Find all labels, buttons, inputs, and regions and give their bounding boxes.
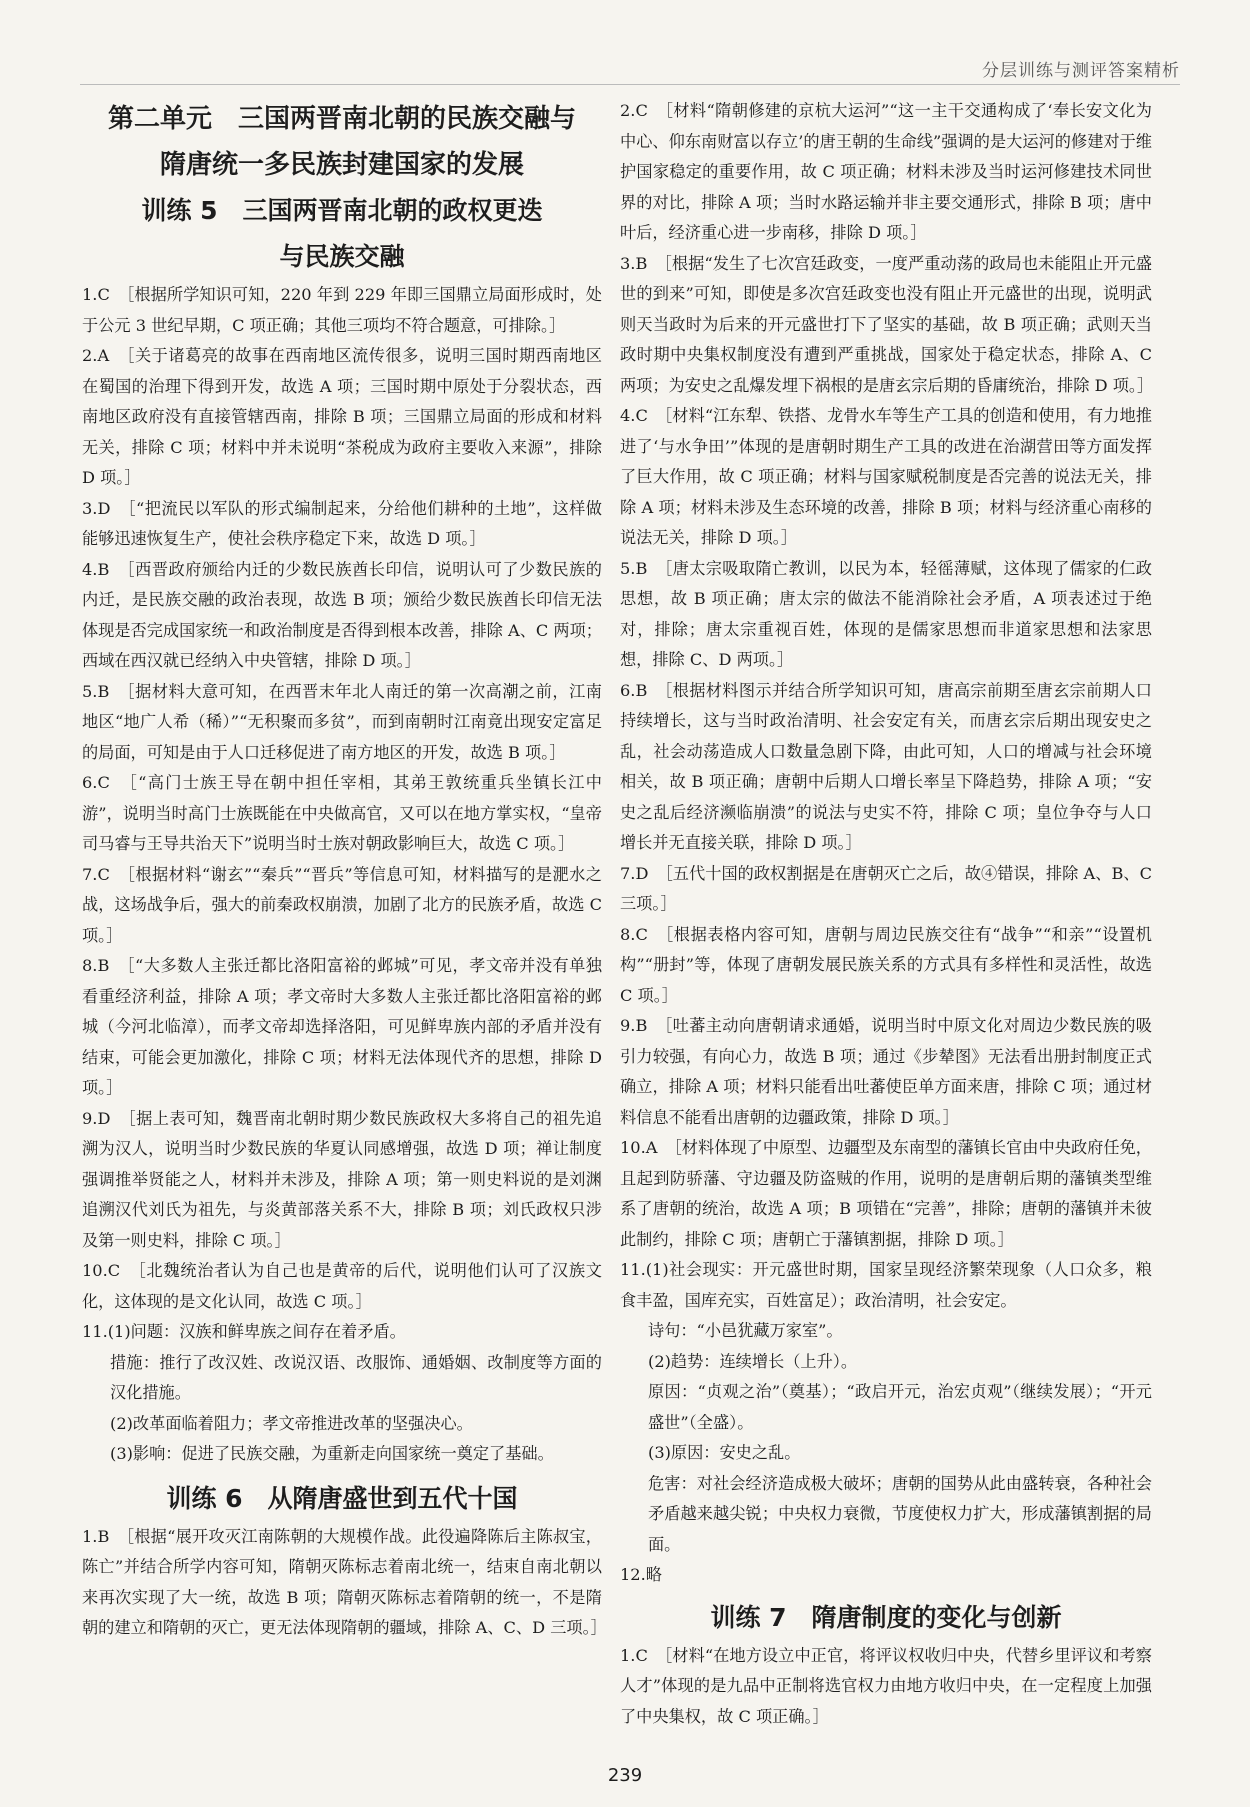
answer-item: 10.C ［北魏统治者认为自己也是黄帝的后代，说明他们认可了汉族文化，这体现的是文化认同，故选 C 项。］ <box>82 1261 602 1311</box>
answer-item: 1.C ［材料“在地方设立中正官，将评议权收归中央，代替乡里评议和考察人才”体现的是九品中正制将选官权力由地方收归中央，在一定程度上加强了中央集权，故 C 项正确。］ <box>620 1645 1152 1726</box>
answer-item: 7.D ［五代十国的政权割据是在唐朝灭亡之后，故④错误，排除 A、B、C 三项。］ <box>620 863 1152 913</box>
answer-11-part3: (2)改革面临着阻力；孝文帝推进改革的坚强决心。 <box>110 1413 473 1433</box>
answer-item: 9.D ［据上表可知，魏晋南北朝时期少数民族政权大多将自己的祖先追溯为汉人，说明当时少数民族的华夏认同感增强，故选 D 项；禅让制度强调推举贤能之人，材料并未涉及，排除 A 项；第一则史料说的是刘渊追溯汉代刘氏为祖先，与炎黄部落关系不大，排除 B 项；刘氏政权只涉及第一则史料，排除 C 项。］ <box>82 1108 602 1250</box>
answer-11-part5: (3)原因：安史之乱。 <box>648 1443 801 1462</box>
answer-item: 4.B ［西晋政府颁给内迁的少数民族酋长印信，说明认可了少数民族的内迁，是民族交融的政治表现，故选 B 项；颁给少数民族酋长印信无法体现是否完成国家统一和政治制度是否得到根本改善，排除 A、C 两项；西域在西汉就已经纳入中央管辖，排除 D 项。］ <box>82 559 602 670</box>
unit-title-line1: 第二单元 三国两晋南北朝的民族交融与 <box>107 104 576 134</box>
answer-item: 7.C ［根据材料“谢玄”“秦兵”“晋兵”等信息可知，材料描写的是淝水之战，这场战争后，强大的前秦政权崩溃，加剧了北方的民族矛盾，故选 C 项。］ <box>82 864 602 945</box>
answer-item: 6.B ［根据材料图示并结合所学知识可知，唐高宗前期至唐玄宗前期人口持续增长，这与当时政治清明、社会安定有关，而唐玄宗后期出现安史之乱，社会动荡造成人口数量急剧下降，由此可知，人口的增减与社会环境相关，故 B 项正确；唐朝中后期人口增长率呈下降趋势，排除 A 项；“安史之乱后经济濒临崩溃”的说法与史实不符，排除 C 项；皇位争夺与人口增长并无直接关联，排除 D 项。］ <box>620 680 1152 852</box>
answer-item: 8.B ［“大多数人主张迁都比洛阳富裕的邺城”可见，孝文帝并没有单独看重经济利益，排除 A 项；孝文帝时大多数人主张迁都比洛阳富裕的邺城（今河北临漳），而孝文帝却选择洛阳，可见鲜卑族内部的矛盾并没有结束，可能会更加激化，排除 C 项；材料无法体现代齐的思想，排除 D 项。］ <box>82 956 602 1097</box>
header-divider <box>80 84 1180 85</box>
answer-item: 8.C ［根据表格内容可知，唐朝与周边民族交往有“战争”“和亲”“设置机构”“册封”等，体现了唐朝发展民族关系的方式具有多样性和灵活性，故选 C 项。］ <box>620 924 1152 1005</box>
answer-item: 1.B ［根据“展开攻灭江南陈朝的大规模作战。此役遍降陈后主陈叔宝，陈亡”并结合所学内容可知，隋朝灭陈标志着南北统一，结束自南北朝以来再次实现了大一统，故选 B 项；隋朝灭陈标志着隋朝的统一，不是隋朝的建立和隋朝的灭亡，更无法体现隋朝的疆域，排除 A、C、D 三项。］ <box>82 1526 607 1637</box>
unit-title-line2: 隋唐统一多民族封建国家的发展 <box>159 150 524 180</box>
answer-11-part2: 措施：推行了改汉姓、改说汉语、改服饰、通婚姻、改制度等方面的汉化措施。 <box>110 1352 602 1402</box>
right-column <box>620 96 1152 1732</box>
training6-title: 训练 6 从隋唐盛世到五代十国 <box>166 1483 518 1513</box>
answer-11-part2: 诗句：“小邑犹藏万家室”。 <box>648 1321 843 1340</box>
answer-item: 2.A ［关于诸葛亮的故事在西南地区流传很多，说明三国时期西南地区在蜀国的治理下得到开发，故选 A 项；三国时期中原处于分裂状态，西南地区政府没有直接管辖西南，排除 B 项；三国鼎立局面的形成和材料无关，排除 C 项；材料中并未说明“茶税成为政府主要收入来源”，排除 D 项。］ <box>82 346 602 487</box>
answer-12: 12.略 <box>620 1565 662 1584</box>
training5-title-line2: 与民族交融 <box>279 242 405 271</box>
answer-item: 9.B ［吐蕃主动向唐朝请求通婚，说明当时中原文化对周边少数民族的吸引力较强，有向心力，故选 B 项；通过《步辇图》无法看出册封制度正式确立，排除 A 项；材料只能看出吐蕃使臣单方面来唐，排除 C 项；通过材料信息不能看出唐朝的边疆政策，排除 D 项。］ <box>620 1016 1152 1127</box>
training5-title-line1: 训练 5 三国两晋南北朝的政权更迭 <box>141 196 543 225</box>
answer-11-part6: 危害：对社会经济造成极大破坏；唐朝的国势从此由盛转衰，各种社会矛盾越来越尖锐；中央权力衰微，节度使权力扩大，形成藩镇割据的局面。 <box>648 1473 1152 1554</box>
left-column <box>82 96 607 1644</box>
book-title-header: 分层训练与测评答案精析 <box>982 61 1180 81</box>
answer-item: 4.C ［材料“江东犁、铁搭、龙骨水车等生产工具的创造和使用，有力地推进了‘与水争田’”体现的是唐朝时期生产工具的改进在治湖营田等方面发挥了巨大作用，故 C 项正确；材料与国家赋税制度是否完善的说法无关，排除 A 项；材料未涉及生态环境的改善，排除 B 项；材料与经济重心南移的说法无关，排除 D 项。］ <box>620 406 1152 547</box>
answer-item: 3.B ［根据“发生了七次宫廷政变，一度严重动荡的政局也未能阻止开元盛世的到来”可知，即使是多次宫廷政变也没有阻止开元盛世的出现，说明武则天当政时为后来的开元盛世打下了坚实的基础，故 B 项正确；武则天当政时期中央集权制度没有遭到严重挑战，国家处于稳定状态，排除 A、C 两项；为安史之乱爆发埋下祸根的是唐玄宗后期的昏庸统治，排除 D 项。］ <box>620 253 1154 395</box>
answer-item: 5.B ［据材料大意可知，在西晋末年北人南迁的第一次高潮之前，江南地区“地广人希（稀）”“无积聚而多贫”，而到南朝时江南竟出现安定富足的局面，可知是由于人口迁移促进了南方地区的开发，故选 B 项。］ <box>82 681 602 762</box>
answer-item: 6.C ［“高门士族王导在朝中担任宰相，其弟王敦统重兵坐镇长江中游”，说明当时高门士族既能在中央做高官，又可以在地方掌实权，“皇帝司马睿与王导共治天下”说明当时士族对朝政影响巨大，故选 C 项。］ <box>82 773 602 853</box>
answer-item: 2.C ［材料“隋朝修建的京杭大运河”“这一主干交通构成了‘奉长安文化为中心、仰东南财富以存立’的唐王朝的生命线”强调的是大运河的修建对于维护国家稳定的重要作用，故 C 项正确；材料未涉及当时运河修建技术同世界的对比，排除 A 项；当时水路运输并非主要交通形式，排除 B 项；唐中叶后，经济重心进一步南移，排除 D 项。］ <box>620 101 1152 242</box>
page-number: 239 <box>607 1765 643 1786</box>
answer-11-part4: (3)影响：促进了民族交融，为重新走向国家统一奠定了基础。 <box>110 1444 554 1463</box>
answer-11-part1: 11.(1)社会现实：开元盛世时期，国家呈现经济繁荣现象（人口众多，粮食丰盈，国库充实，百姓富足）；政治清明，社会安定。 <box>620 1260 1152 1310</box>
answer-11-part4: 原因：“贞观之治”（奠基）；“政启开元，治宏贞观”（继续发展）；“开元盛世”（全盛）。 <box>648 1382 1152 1432</box>
answer-item: 10.A ［材料体现了中原型、边疆型及东南型的藩镇长官由中央政府任免，且起到防骄藩、守边疆及防盗贼的作用，说明的是唐朝后期的藩镇类型维系了唐朝的统治，故选 A 项；B 项错在“完善”，排除；唐朝的藩镇并未彼此制约，排除 C 项；唐朝亡于藩镇割据，排除 D 项。］ <box>620 1138 1152 1249</box>
answer-11-part3: (2)趋势：连续增长（上升）。 <box>648 1351 858 1371</box>
answer-item: 5.B ［唐太宗吸取隋亡教训，以民为本，轻徭薄赋，这体现了儒家的仁政思想，故 B 项正确；唐太宗的做法不能消除社会矛盾，A 项表述过于绝对，排除；唐太宗重视百姓，体现的是儒家思想而非道家思想和法家思想，排除 C、D 两项。］ <box>620 558 1152 669</box>
answer-item: 3.D ［“把流民以军队的形式编制起来，分给他们耕种的土地”，这样做能够迅速恢复生产，使社会秩序稳定下来，故选 D 项。］ <box>82 498 602 548</box>
answer-item: 1.C ［根据所学知识可知，220 年到 229 年即三国鼎立局面形成时，处于公元 3 世纪早期，C 项正确；其他三项均不符合题意，可排除。］ <box>82 285 602 335</box>
training7-title: 训练 7 隋唐制度的变化与创新 <box>710 1602 1062 1632</box>
answer-11-part1: 11.(1)问题：汉族和鲜卑族之间存在着矛盾。 <box>82 1322 406 1341</box>
